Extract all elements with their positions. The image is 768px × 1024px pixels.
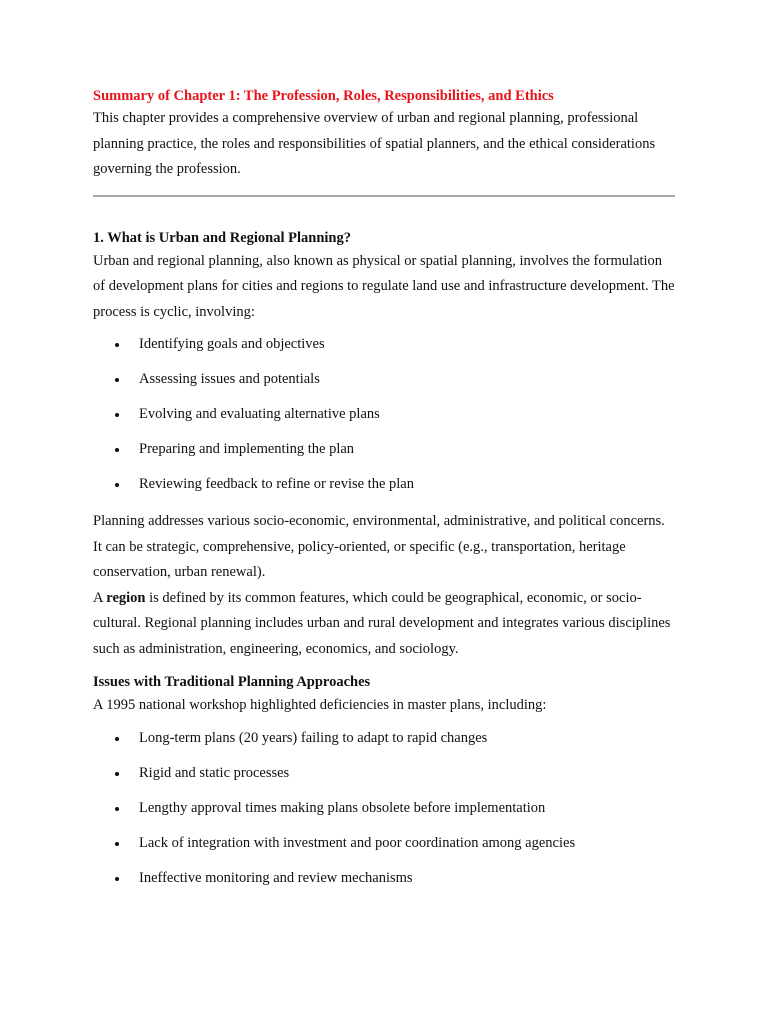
list-item: [93, 728, 675, 748]
list-item-text: Reviewing feedback to refine or revise the plan: [139, 476, 414, 492]
list-item-text: Long-term plans (20 years) failing to adapt to rapid changes: [139, 729, 488, 746]
bullet-icon: [115, 343, 119, 347]
process-steps-list: [93, 334, 675, 494]
bullet-icon: [115, 842, 119, 846]
intro-paragraph: This chapter provides a comprehensive overview of urban and regional planning, professional planning practice, the roles and responsibilities of spatial planners, and the ethical considerations governing the profession.: [93, 110, 656, 177]
list-item: [93, 369, 675, 389]
horizontal-divider: [93, 195, 675, 197]
document-title: Summary of Chapter 1: The Profession, Roles, Responsibilities, and Ethics: [93, 88, 554, 104]
list-item-text: Lack of integration with investment and poor coordination among agencies: [139, 834, 576, 851]
section-paragraph-region: [93, 586, 675, 663]
list-item-text: Rigid and static processes: [139, 764, 290, 781]
list-item: [93, 798, 675, 818]
bullet-icon: [115, 448, 119, 452]
deficiencies-list: [93, 728, 675, 888]
bullet-icon: [115, 807, 119, 811]
list-item: [93, 334, 675, 354]
section-paragraph-workshop: A 1995 national workshop highlighted deficiencies in master plans, including:: [93, 697, 547, 713]
list-item-text: Evolving and evaluating alternative plans: [139, 406, 380, 422]
list-item-text: Ineffective monitoring and review mechanisms: [139, 869, 413, 886]
subsection-heading: Issues with Traditional Planning Approaches: [93, 674, 371, 690]
bullet-icon: [115, 413, 119, 417]
list-item-text: Assessing issues and potentials: [139, 371, 320, 387]
section-paragraph-definition: Urban and regional planning, also known as physical or spatial planning, involves the formulation of development plans for cities and regions to regulate land use and infrastructure development. The process is cyclic, involving:: [93, 252, 675, 320]
list-item: [93, 868, 675, 888]
list-item: [93, 763, 675, 783]
bullet-icon: [115, 737, 119, 741]
region-term: region: [106, 589, 146, 606]
bullet-icon: [115, 483, 119, 487]
document-page: [93, 86, 675, 903]
list-item: [93, 439, 675, 459]
list-item: [93, 404, 675, 424]
list-item-text: Preparing and implementing the plan: [139, 441, 355, 457]
list-item: [93, 474, 675, 494]
bullet-icon: [115, 378, 119, 382]
list-item-text: Identifying goals and objectives: [139, 336, 325, 352]
section-paragraph-scope: Planning addresses various socio-economic, environmental, administrative, and political concerns. It can be strategic, comprehensive, policy-oriented, or specific (e.g., transportation, heritage conservation, urban renewal).: [93, 513, 665, 580]
section-heading: 1. What is Urban and Regional Planning?: [93, 229, 351, 246]
list-item-text: Lengthy approval times making plans obsolete before implementation: [139, 799, 546, 816]
region-definition: is defined by its common features, which could be geographical, economic, or socio-cultural. Regional planning includes urban and rural development and integrates various disciplines such as administration, engineering, economics, and sociology.: [93, 589, 671, 657]
bullet-icon: [115, 772, 119, 776]
bullet-icon: [115, 877, 119, 881]
region-prefix: A: [93, 589, 107, 606]
list-item: [93, 833, 675, 853]
